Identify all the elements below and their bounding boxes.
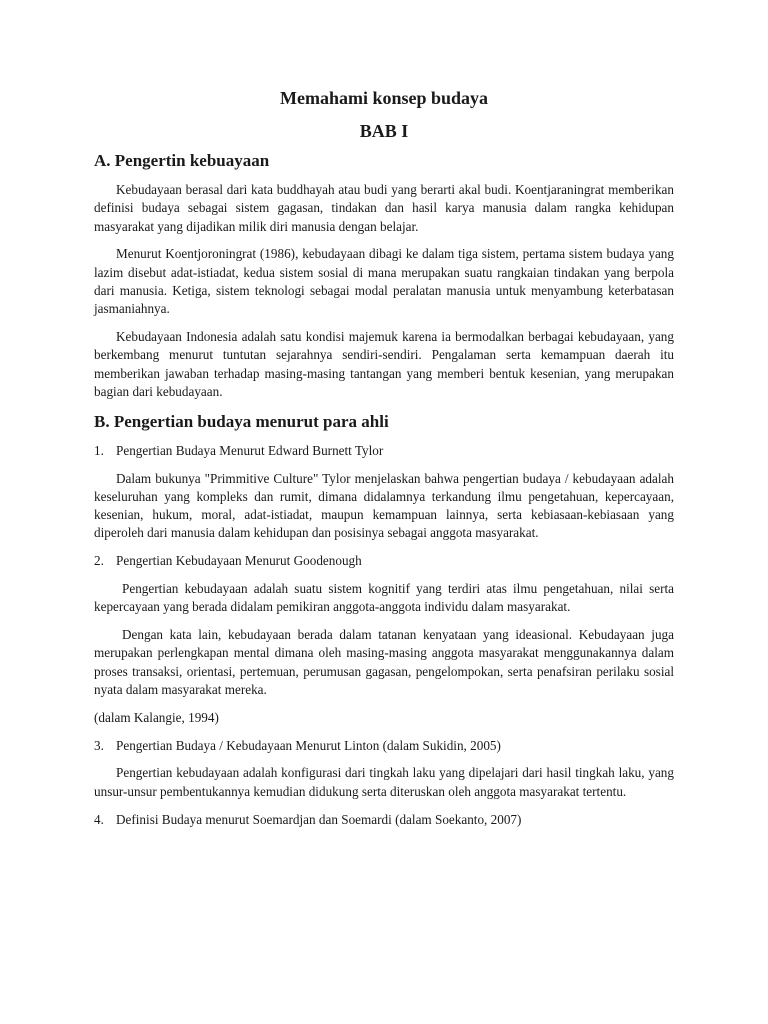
item-1-paragraph: Dalam bukunya "Primmitive Culture" Tylor menjelaskan bahwa pengertian budaya / kebudayaan adalah keseluruhan yang kompleks dan rumit, dimana didalamnya terkandung ilmu pengetahuan, kepercayaan, kesenian, hukum, moral, adat-istiadat, maupun kemampuan lainnya, serta kebiasaan-kebiasaan yang diperoleh dari manusia dalam kehidupan dan posisinya sebagai anggota masyarakat. xyxy=(94,470,674,541)
section-a-paragraph-1: Kebudayaan berasal dari kata buddhayah atau budi yang berarti akal budi. Koentjaraningrat memberikan definisi budaya sebagai sistem gagasan, tindakan dan hasil karya manusia dalam rangka kehidupan masyarakat yang dijadikan milik diri manusia dengan belajar. xyxy=(94,182,674,234)
item-2-paragraph-1: Pengertian kebudayaan adalah suatu sistem kognitif yang terdiri atas ilmu pengetahuan, nilai serta kepercayaan yang berada didalam pemikiran anggota-anggota individu dalam masyarakat. xyxy=(94,581,674,615)
document-title: Memahami konsep budaya xyxy=(279,88,489,108)
list-item-title: Definisi Budaya menurut Soemardjan dan Soemardi (dalam Soekanto, 2007) xyxy=(116,811,522,827)
list-item-3 xyxy=(94,737,674,755)
chapter-heading: BAB I xyxy=(359,121,409,141)
section-b-heading: B. Pengertian budaya menurut para ahli xyxy=(94,411,389,431)
list-item-2 xyxy=(94,552,674,570)
list-item-4 xyxy=(94,811,674,829)
list-item-title: Pengertian Kebudayaan Menurut Goodenough xyxy=(116,553,362,569)
section-a-paragraph-3: Kebudayaan Indonesia adalah satu kondisi majemuk karena ia bermodalkan berbagai kebudayaan, yang berkembang menurut tuntutan sejarahnya sendiri-sendiri. Pengalaman serta kemampuan daerah itu memberikan jawaban terhadap masing-masing tantangan yang memberi bentuk kesenian, yang merupakan bagian dari kebudayaan. xyxy=(94,329,674,399)
list-number: 4. xyxy=(94,811,104,827)
section-a-paragraph-2: Menurut Koentjoroningrat (1986), kebudayaan dibagi ke dalam tiga sistem, pertama sistem budaya yang lazim disebut adat-istiadat, kedua sistem sosial di mana merupakan suatu rangkaian tindakan yang berpola dari manusia. Ketiga, sistem teknologi sebagai modal peralatan manusia untuk menyambung keterbatasan jasmaniahnya. xyxy=(94,246,674,317)
section-a-heading: A. Pengertin kebuayaan xyxy=(94,151,270,170)
document-body xyxy=(94,86,674,838)
list-number: 1. xyxy=(94,442,104,458)
list-item-title: Pengertian Budaya / Kebudayaan Menurut Linton (dalam Sukidin, 2005) xyxy=(116,737,501,753)
list-number: 3. xyxy=(94,737,104,753)
list-number: 2. xyxy=(94,553,104,569)
list-item-title: Pengertian Budaya Menurut Edward Burnett Tylor xyxy=(116,442,384,458)
list-item-1 xyxy=(94,442,674,460)
item-2-paragraph-2: Dengan kata lain, kebudayaan berada dalam tatanan kenyataan yang ideasional. Kebudayaan juga merupakan perlengkapan mental dimana oleh masing-masing anggota masyarakat menggunakannya dalam proses transaksi, orientasi, pertemuan, perumusan gagasan, pengelompokan, serta penafsiran perilaku sosial nyata dalam masyarakat mereka. xyxy=(94,627,674,698)
citation: (dalam Kalangie, 1994) xyxy=(94,709,219,725)
item-3-paragraph: Pengertian kebudayaan adalah konfigurasi dari tingkah laku yang dipelajari dari hasil tingkah laku, yang unsur-unsur pembentukannya kemudian didukung serta diteruskan oleh anggota masyarakat tertentu. xyxy=(94,765,674,799)
